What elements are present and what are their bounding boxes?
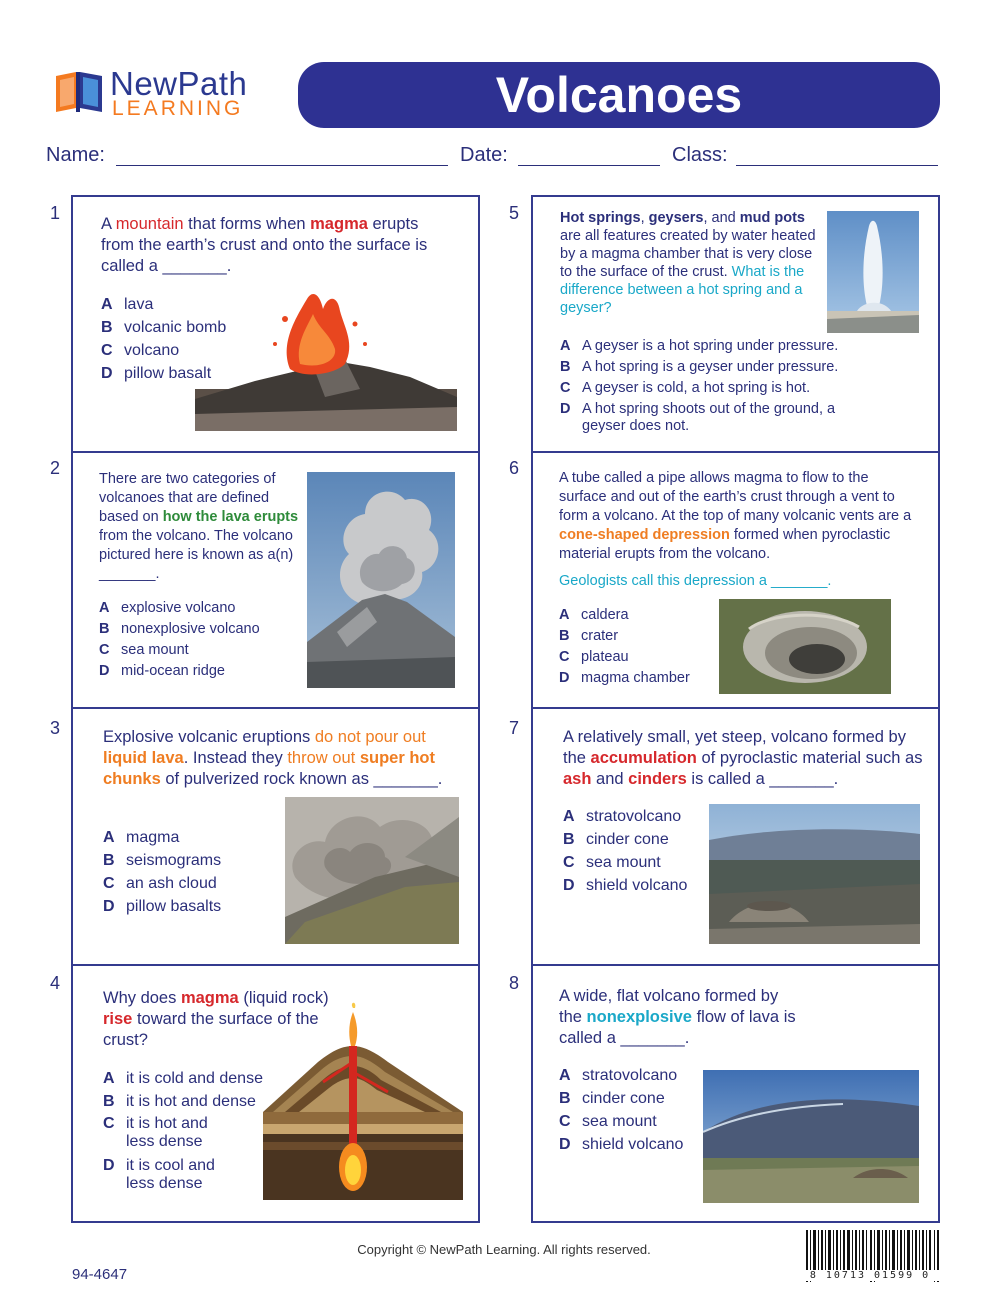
shield-volcano-image — [703, 1070, 919, 1203]
answer-option[interactable]: D magma chamber — [559, 670, 690, 686]
date-label: Date: — [460, 144, 508, 166]
ash-plume-volcano-image — [307, 472, 455, 688]
answer-option[interactable]: A caldera — [559, 607, 629, 623]
answer-option[interactable]: B volcanic bomb — [101, 319, 227, 336]
answer-options — [559, 1064, 683, 1156]
answer-option[interactable]: D mid-ocean ridge — [99, 663, 225, 679]
question-text: A wide, flat volcano formed by the nonexplosive flow of lava is called a _______. — [559, 987, 796, 1047]
product-code: 94-4647 — [72, 1266, 128, 1283]
question-card-1 — [71, 195, 480, 453]
answer-options — [563, 805, 687, 897]
answer-options — [560, 336, 880, 435]
book-logo-icon — [52, 70, 106, 116]
answer-option[interactable]: C sea mount — [99, 642, 189, 658]
question-number: 1 — [50, 203, 61, 223]
answer-option[interactable]: B it is hot and dense — [103, 1093, 256, 1110]
answer-option[interactable]: D it is cool and less dense — [103, 1157, 215, 1192]
answer-options — [103, 1067, 283, 1193]
question-text: A tube called a pipe allows magma to flow to the surface and out of the earth’s crust through a vent to form a volcano. At the top of many volcanic vents are a cone-shaped depression formed when pyroclastic material erupts from the volcano. — [559, 470, 912, 562]
question-number: 7 — [509, 718, 520, 738]
answer-option[interactable]: D shield volcano — [559, 1136, 684, 1153]
logo-wordmark: NewPath — [110, 65, 248, 102]
answer-option[interactable]: C an ash cloud — [103, 875, 217, 892]
answer-option[interactable]: B seismograms — [103, 852, 222, 869]
ash-cloud-image — [285, 797, 459, 944]
geyser-image — [827, 211, 919, 333]
question-number: 3 — [50, 718, 61, 738]
question-text: Explosive volcanic eruptions do not pour out liquid lava. Instead they throw out super hot chunks of pulverized rock known as _______. — [103, 728, 443, 788]
barcode-number: 8 10713 01599 0 — [795, 1270, 945, 1281]
answer-option[interactable]: C A geyser is cold, a hot spring is hot. — [560, 380, 811, 396]
question-text: A mountain that forms when magma erupts from the earth’s crust and onto the surface is called a _______. — [101, 215, 428, 275]
answer-option[interactable]: C sea mount — [559, 1113, 657, 1130]
answer-option[interactable]: D shield volcano — [563, 877, 688, 894]
class-label: Class: — [672, 144, 728, 166]
logo-subword: LEARNING — [112, 97, 244, 120]
answer-option[interactable]: A stratovolcano — [559, 1067, 678, 1084]
volcano-cross-section-diagram — [263, 1002, 463, 1200]
question-card-2 — [71, 451, 480, 709]
answer-option[interactable]: D pillow basalt — [101, 365, 212, 382]
answer-options — [103, 826, 221, 918]
answer-option[interactable]: A stratovolcano — [563, 808, 682, 825]
question-prompt: Geologists call this depression a _______. — [559, 573, 832, 589]
answer-option[interactable]: B cinder cone — [563, 831, 669, 848]
question-number: 8 — [509, 973, 520, 993]
copyright-notice: Copyright © NewPath Learning. All rights reserved. — [357, 1242, 651, 1257]
name-field[interactable] — [116, 165, 448, 166]
newpath-logo — [52, 66, 292, 122]
question-card-4 — [71, 964, 480, 1223]
answer-option[interactable]: C plateau — [559, 649, 629, 665]
question-text: Why does magma (liquid rock) rise toward the surface of the crust? — [103, 989, 329, 1049]
answer-option[interactable]: A magma — [103, 829, 180, 846]
cinder-cone-image — [709, 804, 920, 944]
answer-option[interactable]: B crater — [559, 628, 619, 644]
answer-option[interactable]: B nonexplosive volcano — [99, 621, 260, 637]
answer-options — [559, 605, 690, 689]
question-card-8 — [531, 964, 940, 1223]
question-text: There are two categories of volcanoes that are defined based on how the lava erupts from the volcano. The volcano pictured here is known as a(n) _______. — [99, 471, 299, 582]
title-banner — [298, 62, 940, 128]
question-card-5 — [531, 195, 940, 453]
answer-option[interactable]: D A hot spring shoots out of the ground, a geyser does not. — [560, 401, 836, 434]
question-number: 2 — [50, 458, 61, 478]
question-text: A relatively small, yet steep, volcano formed by the accumulation of pyroclastic material such as ash and cinders is called a _______. — [563, 728, 923, 788]
answer-option[interactable]: A A geyser is a hot spring under pressure. — [560, 338, 839, 354]
answer-option[interactable]: B cinder cone — [559, 1090, 665, 1107]
answer-option[interactable]: A it is cold and dense — [103, 1070, 263, 1087]
question-text: Hot springs, geysers, and mud pots are all features created by water heated by a magma chamber that is very close to the surface of the crust. What is the difference between a hot spring and a geyser? — [560, 210, 816, 316]
question-card-6 — [531, 451, 940, 709]
answer-option[interactable]: C sea mount — [563, 854, 661, 871]
page-title: Volcanoes — [495, 67, 743, 123]
question-number: 4 — [50, 973, 61, 993]
answer-option[interactable]: C volcano — [101, 342, 180, 359]
name-label: Name: — [46, 144, 105, 166]
answer-option[interactable]: D pillow basalts — [103, 898, 222, 915]
answer-option[interactable]: B A hot spring is a geyser under pressure. — [560, 359, 839, 375]
answer-option[interactable]: A lava — [101, 296, 154, 313]
date-field[interactable] — [518, 165, 660, 166]
answer-option[interactable]: A explosive volcano — [99, 600, 236, 616]
question-number: 5 — [509, 203, 520, 223]
erupting-volcano-image — [195, 289, 457, 431]
question-card-3 — [71, 707, 480, 966]
class-field[interactable] — [736, 165, 938, 166]
answer-options — [99, 598, 260, 682]
student-info-row — [46, 144, 946, 172]
answer-option[interactable]: C it is hot and less dense — [103, 1115, 208, 1150]
question-number: 6 — [509, 458, 520, 478]
question-card-7 — [531, 707, 940, 966]
crater-image — [719, 599, 891, 694]
